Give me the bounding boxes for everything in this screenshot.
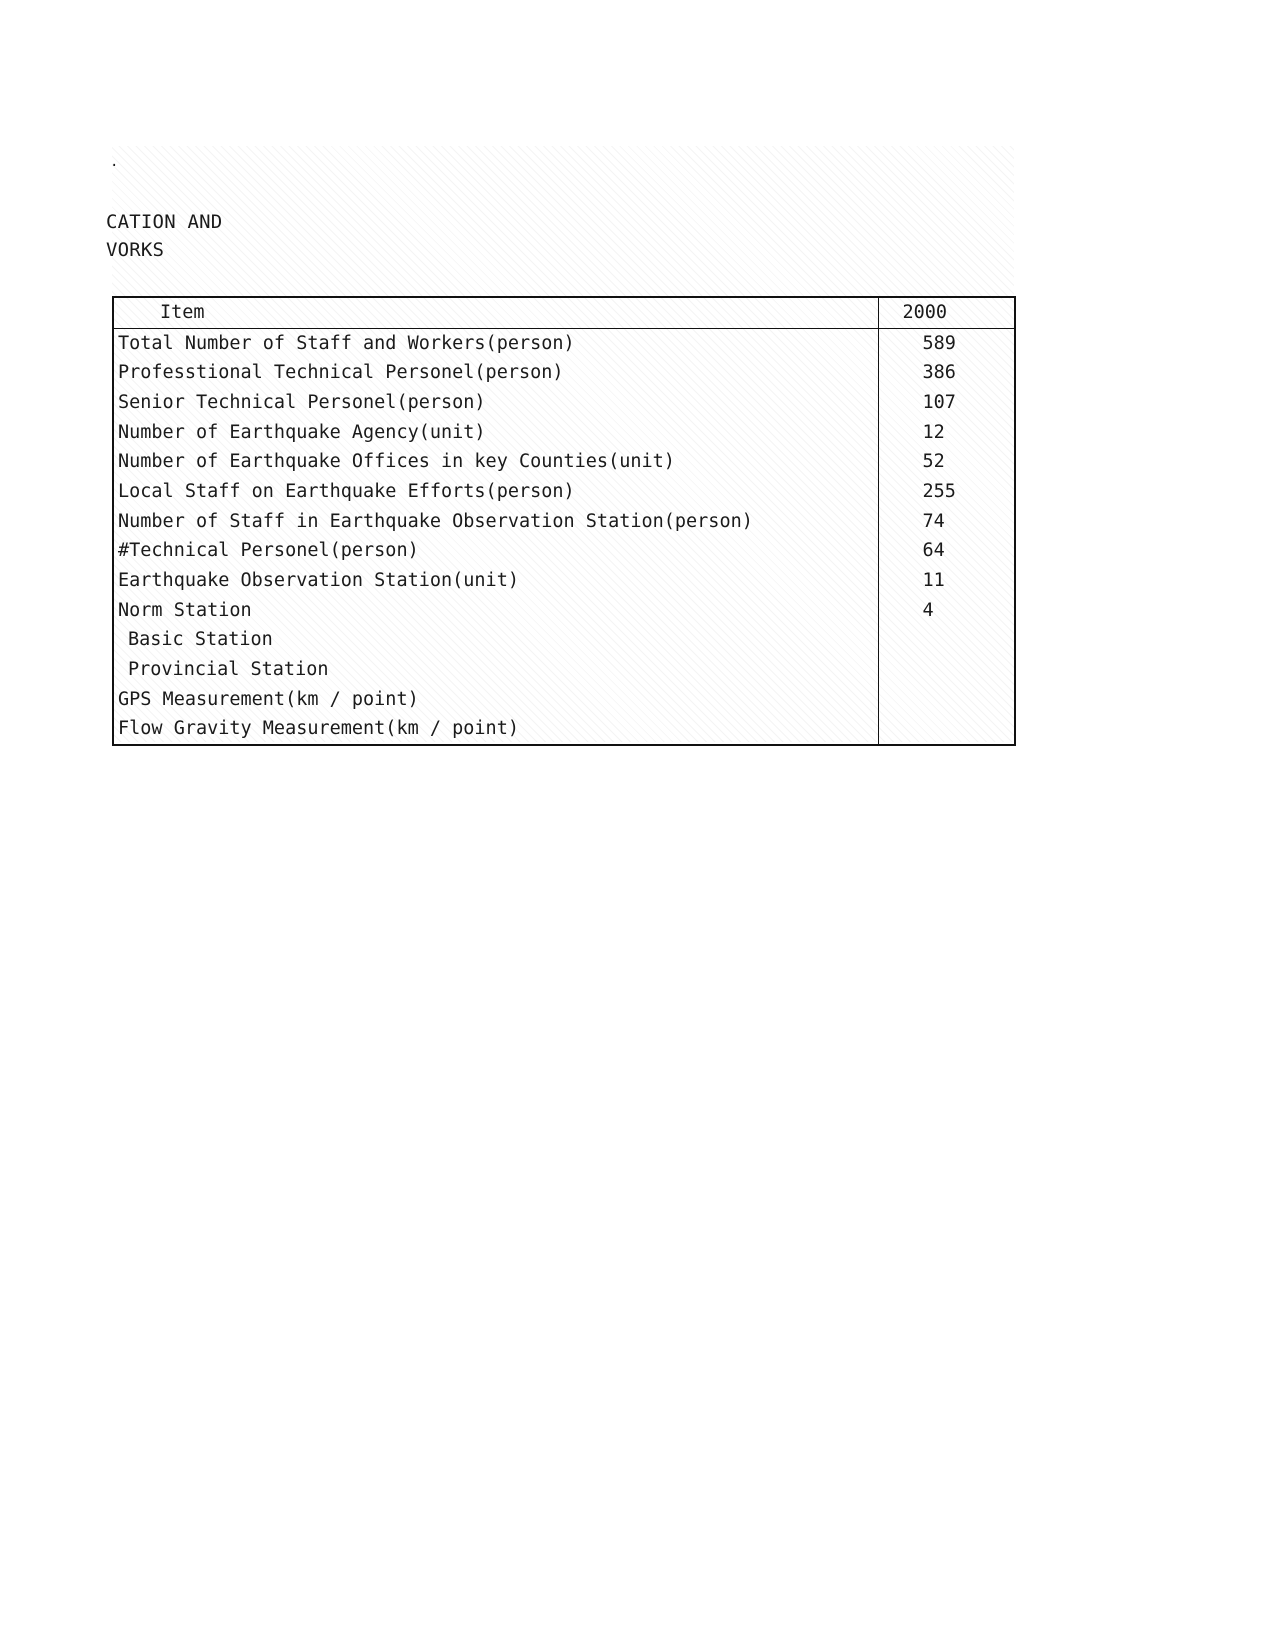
table-row	[113, 477, 1015, 507]
table-row	[113, 418, 1015, 448]
row-label: Senior Technical Personel(person)	[118, 391, 486, 413]
row-value	[878, 685, 1015, 715]
table-row	[113, 715, 1015, 746]
table-row	[113, 447, 1015, 477]
table-row	[113, 507, 1015, 537]
row-label: Provincial Station	[128, 659, 329, 681]
row-label: Earthquake Observation Station(unit)	[118, 570, 519, 592]
table-row	[113, 626, 1015, 656]
title-fragment-line2: VORKS	[106, 239, 165, 261]
row-label: Total Number of Staff and Workers(person)	[118, 332, 575, 354]
row-value: 12	[878, 418, 1015, 448]
row-value	[878, 655, 1015, 685]
row-label: Local Staff on Earthquake Efforts(person)	[118, 480, 575, 502]
table-row	[113, 358, 1015, 388]
table-row	[113, 388, 1015, 418]
row-label: Number of Staff in Earthquake Observation Station(person)	[118, 510, 753, 532]
row-label: Norm Station	[118, 599, 252, 621]
row-value: 386	[878, 358, 1015, 388]
row-value: 4	[878, 596, 1015, 626]
table-row	[113, 328, 1015, 358]
table-row	[113, 566, 1015, 596]
title-fragment-dot: ·	[110, 158, 119, 174]
row-label: Number of Earthquake Offices in key Counties(unit)	[118, 451, 675, 473]
row-value	[878, 626, 1015, 656]
row-value: 11	[878, 566, 1015, 596]
statistics-table	[112, 296, 1016, 746]
row-label: Flow Gravity Measurement(km / point)	[118, 718, 519, 740]
title-fragment-line1: CATION AND	[106, 211, 223, 233]
table-row	[113, 537, 1015, 567]
row-value: 107	[878, 388, 1015, 418]
header-year: 2000	[878, 297, 1015, 328]
table-row	[113, 655, 1015, 685]
table-row	[113, 596, 1015, 626]
row-value: 64	[878, 537, 1015, 567]
row-value: 255	[878, 477, 1015, 507]
row-label: #Technical Personel(person)	[118, 540, 419, 562]
spreadsheet-area	[106, 146, 1014, 742]
header-item: Item	[113, 297, 878, 328]
row-value	[878, 715, 1015, 746]
row-value: 74	[878, 507, 1015, 537]
row-label: GPS Measurement(km / point)	[118, 688, 419, 710]
row-value: 52	[878, 447, 1015, 477]
row-label: Number of Earthquake Agency(unit)	[118, 421, 486, 443]
row-value: 589	[878, 328, 1015, 358]
table-row	[113, 685, 1015, 715]
row-label: Professtional Technical Personel(person)	[118, 362, 564, 384]
table-header-row	[113, 297, 1015, 328]
row-label: Basic Station	[128, 629, 273, 651]
